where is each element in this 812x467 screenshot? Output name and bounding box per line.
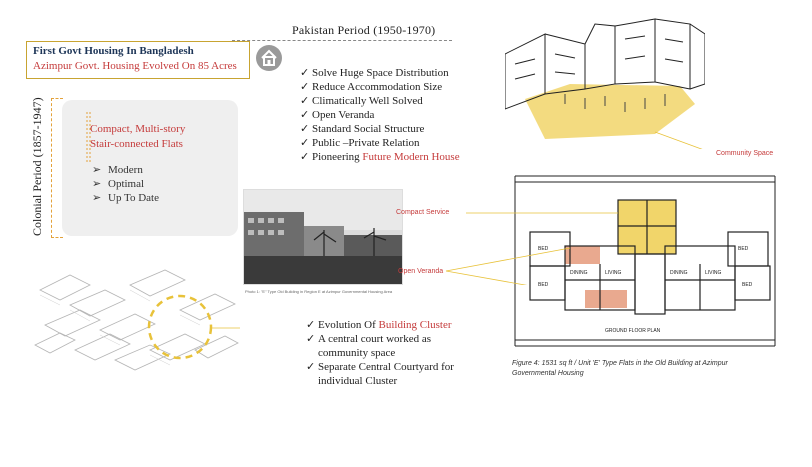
colonial-heading: Compact, Multi-story Stair-connected Flats [90,123,186,150]
colonial-bracket [51,98,63,238]
photo-caption: Photo 1: "E" Type Old Building in Region E at Azimpur Governmental Housing Area [245,289,393,294]
list-item: ✓ Public –Private Relation [300,137,420,149]
list-item: ➢ Up To Date [92,192,159,204]
plan-label-living: LIVING [705,270,722,276]
list-item-continued: community space [318,347,396,359]
list-item: ✓ Solve Huge Space Distribution [300,67,449,79]
plan-label-bed: BED [538,282,549,288]
list-item: ✓ Reduce Accommodation Size [300,81,443,93]
list-item: ✓ Open Veranda [300,109,375,121]
compact-service-label: Compact Service [396,209,450,216]
building-photo [243,189,403,285]
plan-label-dining: DINING [570,270,588,276]
list-item-continued: individual Cluster [318,375,398,387]
open-veranda-label: Open Veranda [398,268,444,275]
list-item: ➢ Modern [92,164,143,176]
colonial-period-label: Colonial Period (1857-1947) [30,97,44,236]
community-space-sketch [505,14,705,149]
cluster-checklist [306,318,454,388]
list-item: ✓ Separate Central Courtyard for [306,361,454,373]
features-checklist [300,66,460,164]
colonial-list [92,163,159,205]
housing-title: First Govt Housing In Bangladesh [33,45,194,57]
plan-label-bed: BED [538,246,549,252]
housing-subtitle: Azimpur Govt. Housing Evolved On 85 Acres [33,60,237,72]
list-item: ✓ Standard Social Structure [300,123,425,135]
list-item: ✓ Evolution Of Building Cluster [306,319,452,331]
plan-label-bed: BED [738,246,749,252]
list-item: ✓ Climatically Well Solved [300,95,423,107]
plan-label-bed: BED [742,282,753,288]
community-space-label: Community Space [716,150,774,157]
plan-label-dining: DINING [670,270,688,276]
plan-label-living: LIVING [605,270,622,276]
period-title: Pakistan Period (1950-1970) [292,23,436,37]
list-item: ✓ Pioneering Future Modern House [300,151,460,163]
figure-caption: Figure 4: 1531 sq ft / Unit 'E' Type Flats in the Old Building at Azimpur Governmental Housing [512,360,728,377]
list-item: ✓ A central court worked as [306,333,432,345]
period-divider [232,40,452,41]
list-item: ➢ Optimal [92,178,145,190]
home-icon [256,45,282,71]
highlight-text: Future Modern House [362,151,460,163]
plan-label-ground-floor: GROUND FLOOR PLAN [605,328,661,334]
cluster-sketch [30,250,240,380]
